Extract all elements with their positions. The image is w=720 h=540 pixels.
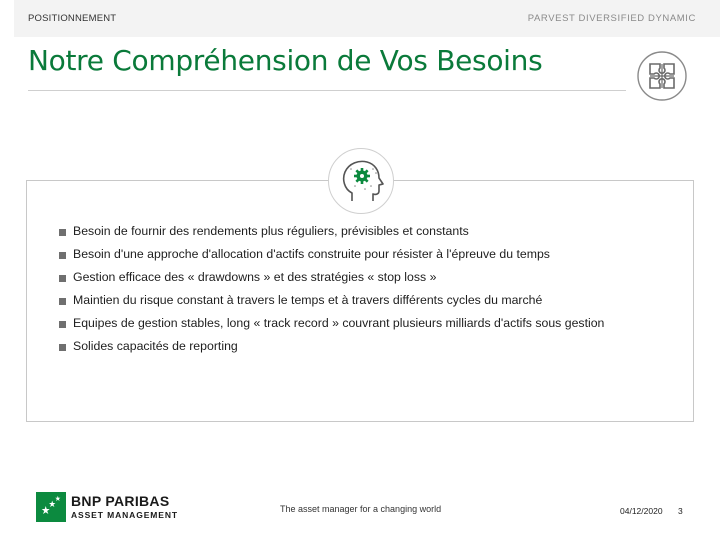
square-bullet-icon (59, 229, 66, 236)
list-item: Gestion efficace des « drawdowns » et des stratégies « stop loss » (58, 270, 604, 293)
footer-date: 04/12/2020 (620, 506, 663, 516)
square-bullet-icon (59, 298, 66, 305)
tagline: The asset manager for a changing world (280, 504, 442, 514)
title-divider (28, 90, 626, 91)
page-title: Notre Compréhension de Vos Besoins (28, 44, 543, 77)
page-number: 3 (678, 506, 683, 516)
product-label: PARVEST DIVERSIFIED DYNAMIC (527, 13, 696, 24)
square-bullet-icon (59, 275, 66, 282)
list-item: Equipes de gestion stables, long « track record » couvrant plusieurs milliards d'actifs sous gestion (58, 316, 604, 339)
brand-logo (36, 492, 178, 524)
list-item: Besoin de fournir des rendements plus réguliers, prévisibles et constants (58, 224, 604, 247)
puzzle-icon (636, 50, 688, 102)
square-bullet-icon (59, 344, 66, 351)
list-item: Solides capacités de reporting (58, 339, 604, 362)
square-bullet-icon (59, 321, 66, 328)
list-item: Besoin d'une approche d'allocation d'actifs construite pour résister à l'épreuve du temps (58, 247, 604, 270)
head-gear-icon (328, 148, 394, 214)
square-bullet-icon (59, 252, 66, 259)
needs-list (58, 224, 604, 362)
brand-name: BNP PARIBAS (71, 493, 170, 509)
brand-subtitle: ASSET MANAGEMENT (71, 510, 178, 520)
stars-logo-icon (36, 492, 66, 522)
section-label: POSITIONNEMENT (28, 13, 117, 24)
list-item: Maintien du risque constant à travers le temps et à travers différents cycles du marché (58, 293, 604, 316)
